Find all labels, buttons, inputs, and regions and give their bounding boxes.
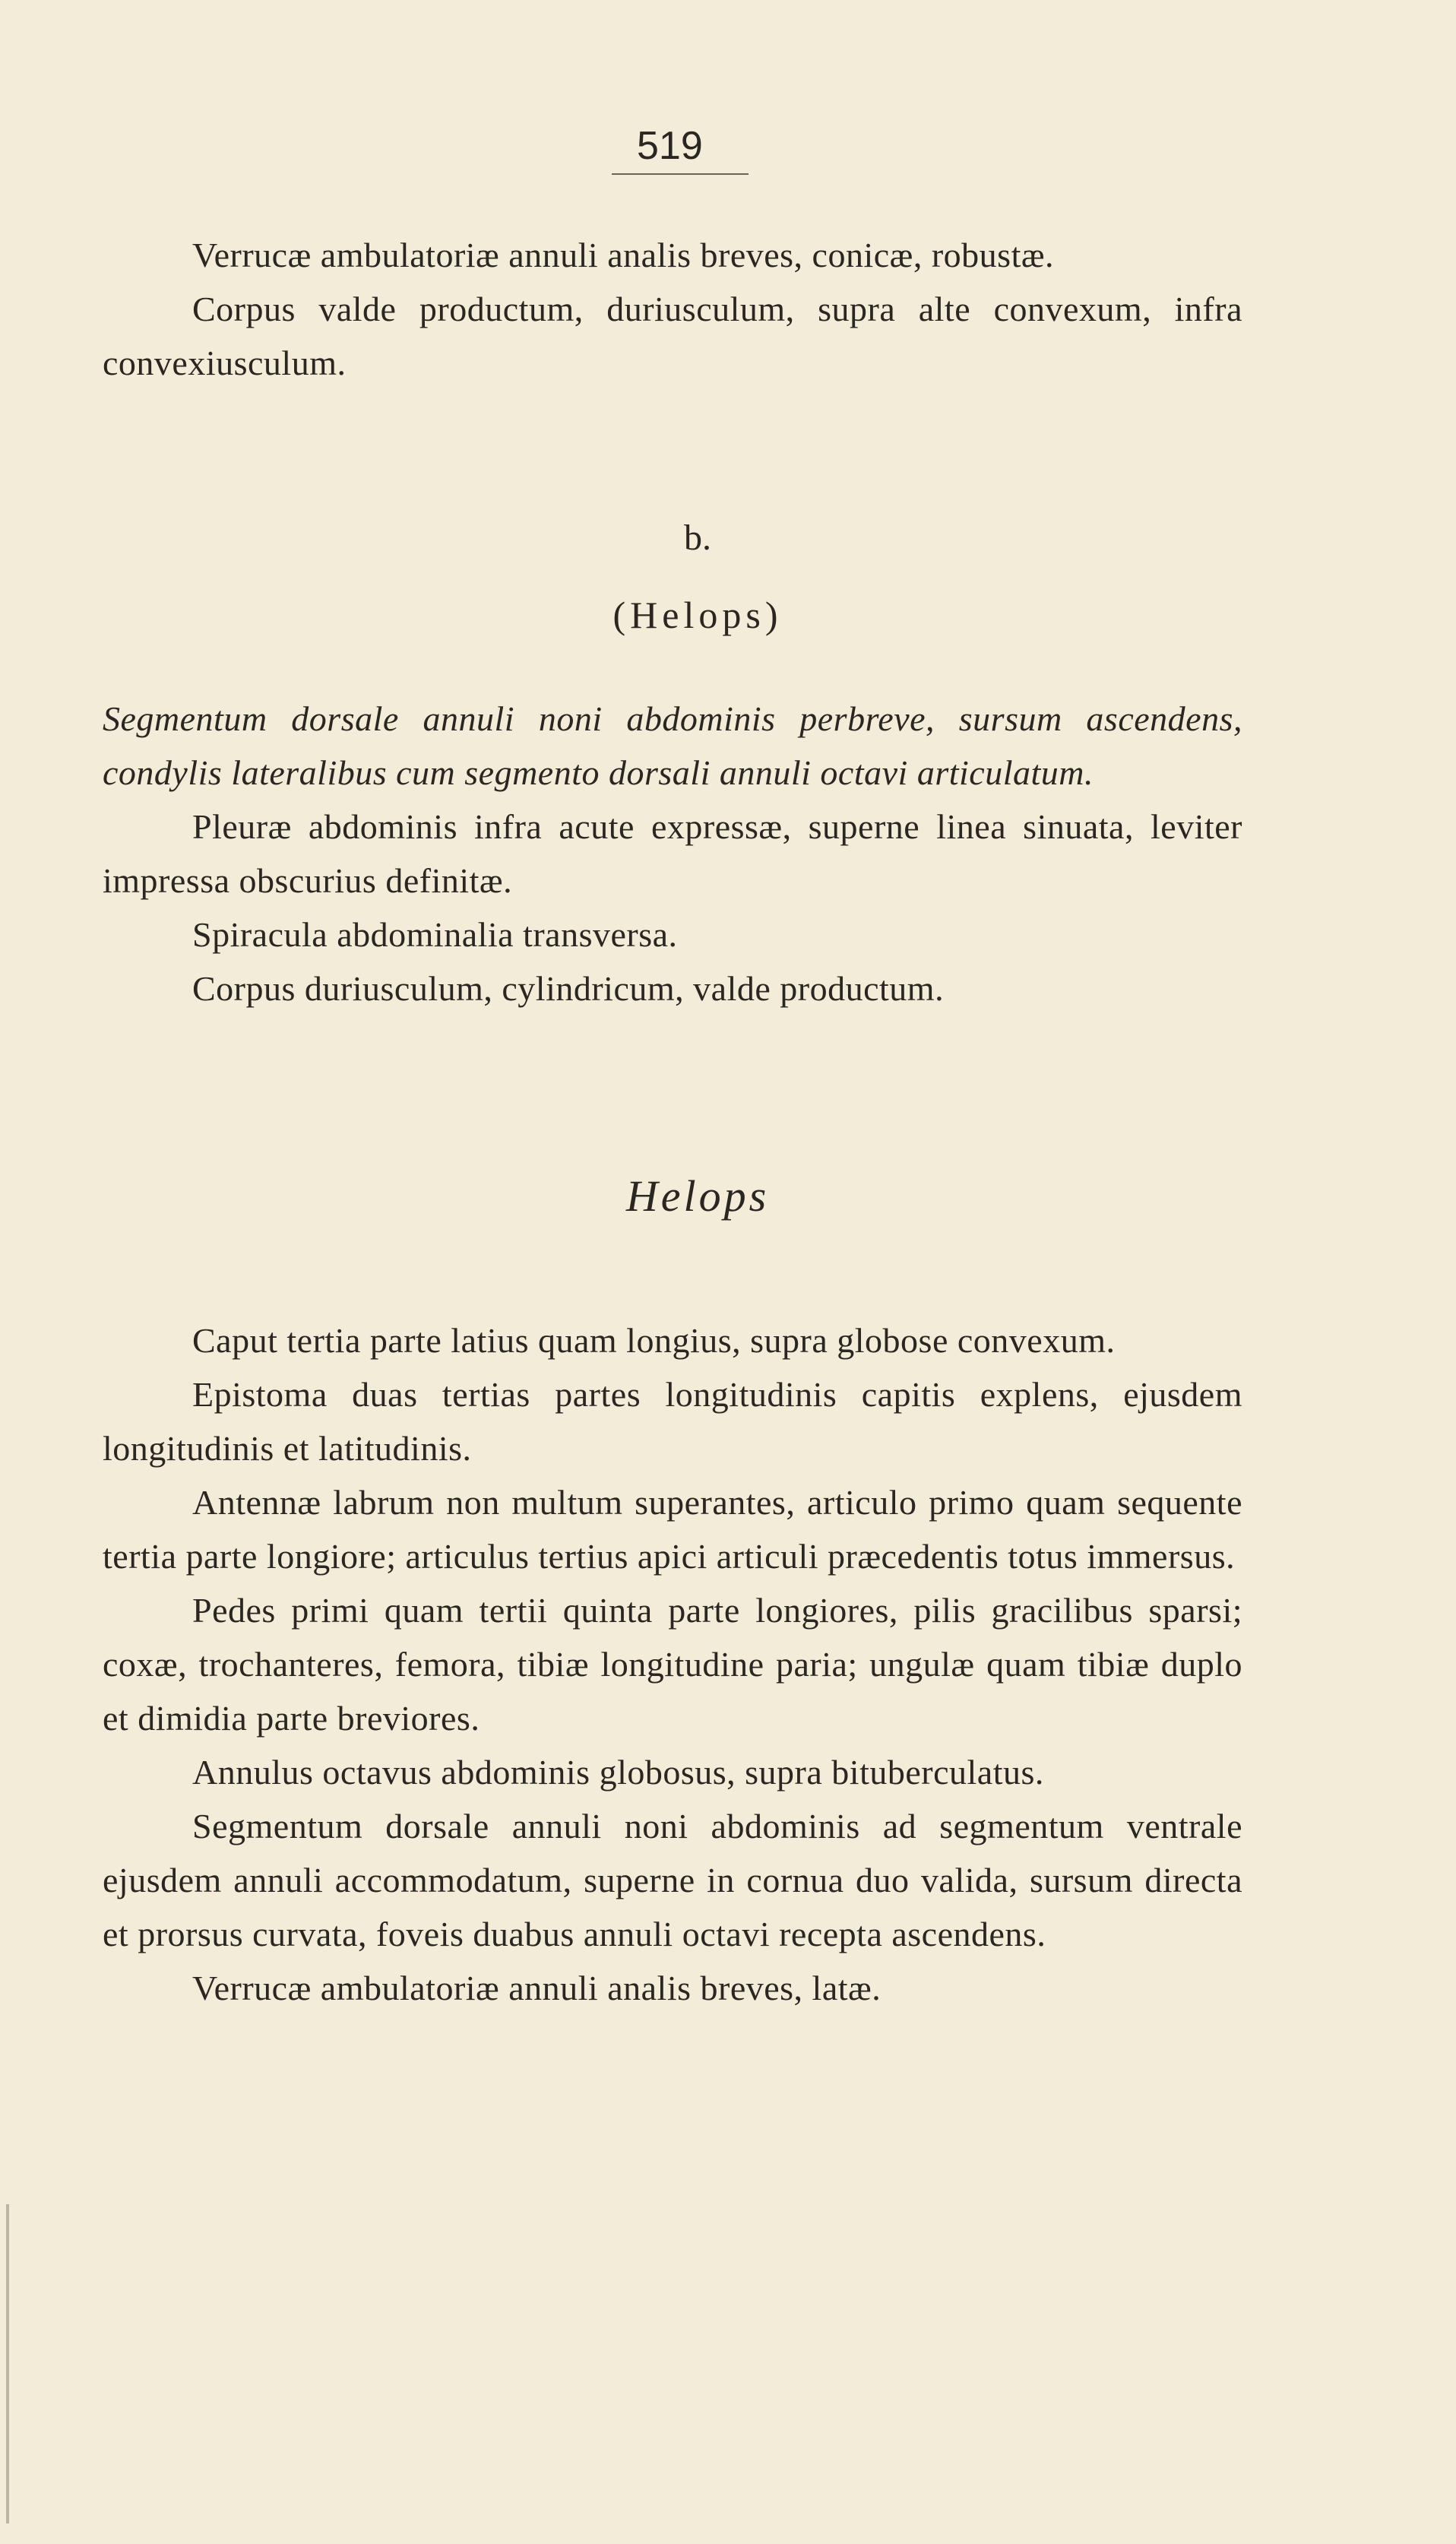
- page-number-rule: [612, 173, 749, 175]
- paragraph: Corpus duriusculum, cylindricum, valde productum.: [192, 969, 945, 1008]
- paragraph: Annulus octavus abdominis globosus, supra bituberculatus.: [192, 1753, 1044, 1792]
- page-number: 519: [637, 124, 703, 168]
- italic-diagnosis: Segmentum dorsale annuli noni abdominis perbreve, sursum ascendens, condylis lateralibus cum segmento dorsali annuli octavi articulatum.: [103, 699, 1242, 792]
- section-a-tail: [103, 228, 1242, 390]
- paragraph: Pedes primi quam tertii quinta parte longiores, pilis gracilibus sparsi; coxæ, trochanteres, femora, tibiæ longitudine paria; ungulæ quam tibiæ duplo et dimidia parte breviores.: [103, 1591, 1242, 1738]
- paragraph: Verrucæ ambulatoriæ annuli analis breves, conicæ, robustæ.: [192, 236, 1055, 274]
- paragraph: Epistoma duas tertias partes longitudinis capitis explens, ejusdem longitudinis et latitudinis.: [103, 1375, 1242, 1468]
- genus-description: [103, 1313, 1242, 2015]
- genus-heading: Helops: [625, 1171, 770, 1221]
- paragraph: Segmentum dorsale annuli noni abdominis ad segmentum ventrale ejusdem annuli accommodatum, superne in cornua duo valida, sursum directa et prorsus curvata, foveis duabus annuli octavi recepta ascendens.: [103, 1807, 1242, 1953]
- paragraph: Pleuræ abdominis infra acute expressæ, superne linea sinuata, leviter impressa obscurius definitæ.: [103, 807, 1242, 900]
- paragraph: Antennæ labrum non multum superantes, articulo primo quam sequente tertia parte longiore; articulus tertius apici articuli præcedentis totus immersus.: [103, 1483, 1242, 1576]
- group-name-heading: (Helops): [612, 594, 783, 636]
- section-b-body: [103, 692, 1242, 1015]
- page-edge-shadow: [6, 2204, 9, 2523]
- paragraph: Caput tertia parte latius quam longius, supra globose convexum.: [192, 1321, 1116, 1360]
- paragraph: Spiracula abdominalia transversa.: [192, 915, 678, 954]
- paragraph: Corpus valde productum, duriusculum, supra alte convexum, infra convexiusculum.: [103, 290, 1242, 382]
- paragraph: Verrucæ ambulatoriæ annuli analis breves, latæ.: [192, 1969, 882, 2007]
- section-b-label: b.: [684, 518, 711, 558]
